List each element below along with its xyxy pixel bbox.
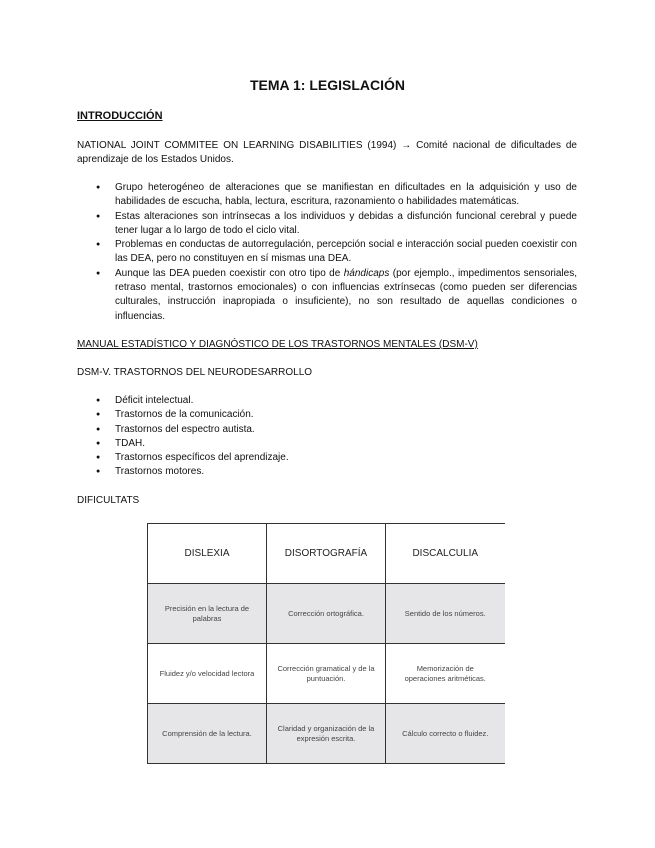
dsm-list xyxy=(77,394,577,480)
list-item: ● Trastornos motores. xyxy=(77,465,577,479)
table-cell: Memorización de operaciones aritméticas. xyxy=(386,644,505,704)
table-cell: Cálculo correcto o fluidez. xyxy=(386,704,505,764)
dsm-subheading: DSM-V. TRASTORNOS DEL NEURODESARROLLO xyxy=(77,367,313,378)
dsm-heading: MANUAL ESTADÍSTICO Y DIAGNÓSTICO DE LOS TRASTORNOS MENTALES (DSM-V) xyxy=(77,339,478,350)
table-row xyxy=(148,644,505,704)
table-cell: Precisión en la lectura de palabras xyxy=(148,584,267,644)
header-cell: DISCALCULIA xyxy=(386,524,505,584)
table-row xyxy=(148,704,505,764)
dificultats-heading: DIFICULTATS xyxy=(77,495,140,506)
table-cell: Claridad y organización de la expresión escrita. xyxy=(267,704,386,764)
list-item: ● Trastornos de la comunicación. xyxy=(77,408,577,422)
list-item: ● TDAH. xyxy=(77,437,577,451)
intro-bullet-list xyxy=(77,181,577,324)
header-cell: DISLEXIA xyxy=(148,524,267,584)
italic-term: hándicaps xyxy=(343,267,390,279)
list-item: ● Déficit intelectual. xyxy=(77,394,577,408)
list-item: ● Trastornos específicos del aprendizaje. xyxy=(77,451,577,465)
list-item: ● Grupo heterogéneo de alteraciones que se manifiestan en dificultades en la adquisición y uso de habilidades de escucha, habla, lectura, escritura, razonamiento o habilidades matemáticas. xyxy=(77,181,577,210)
table-cell: Corrección ortográfica. xyxy=(267,584,386,644)
page-title: TEMA 1: LEGISLACIÓN xyxy=(249,77,406,93)
intro-paragraph: NATIONAL JOINT COMMITEE ON LEARNING DISABILITIES (1994) → Comité nacional de dificultades de aprendizaje de los Estados Unidos. xyxy=(77,140,577,166)
list-item: ● Trastornos del espectro autista. xyxy=(77,423,577,437)
list-item: ● Problemas en conductas de autorregulación, percepción social e interacción social pueden coexistir con las DEA, pero no constituyen en sí mismas una DEA. xyxy=(77,238,577,267)
text: Aunque las DEA pueden coexistir con otro tipo de xyxy=(115,267,344,279)
table-row xyxy=(148,584,505,644)
table-cell: Corrección gramatical y de la puntuación. xyxy=(267,644,386,704)
header-cell: DISORTOGRAFÍA xyxy=(267,524,386,584)
dificultats-table xyxy=(147,523,505,764)
list-item: ● Estas alteraciones son intrínsecas a los individuos y debidas a disfunción funcional cerebral y puede tener lugar a lo largo de todo el ciclo vital. xyxy=(77,210,577,239)
table-cell: Sentido de los números. xyxy=(386,584,505,644)
table-cell: Comprensión de la lectura. xyxy=(148,704,267,764)
table-cell: Fluidez y/o velocidad lectora xyxy=(148,644,267,704)
list-item xyxy=(77,267,577,324)
table-header-row xyxy=(148,524,505,584)
text: (por ejemplo., impedimentos sensoriales, retraso mental, trastornos emocionales) o con influencias extrínsecas (como pueden ser diferencias culturales, instrucción inapropiada o insuficiente), no son resultado de aquellas condiciones o influencias. xyxy=(115,267,577,322)
intro-heading: INTRODUCCIÓN xyxy=(77,110,163,122)
